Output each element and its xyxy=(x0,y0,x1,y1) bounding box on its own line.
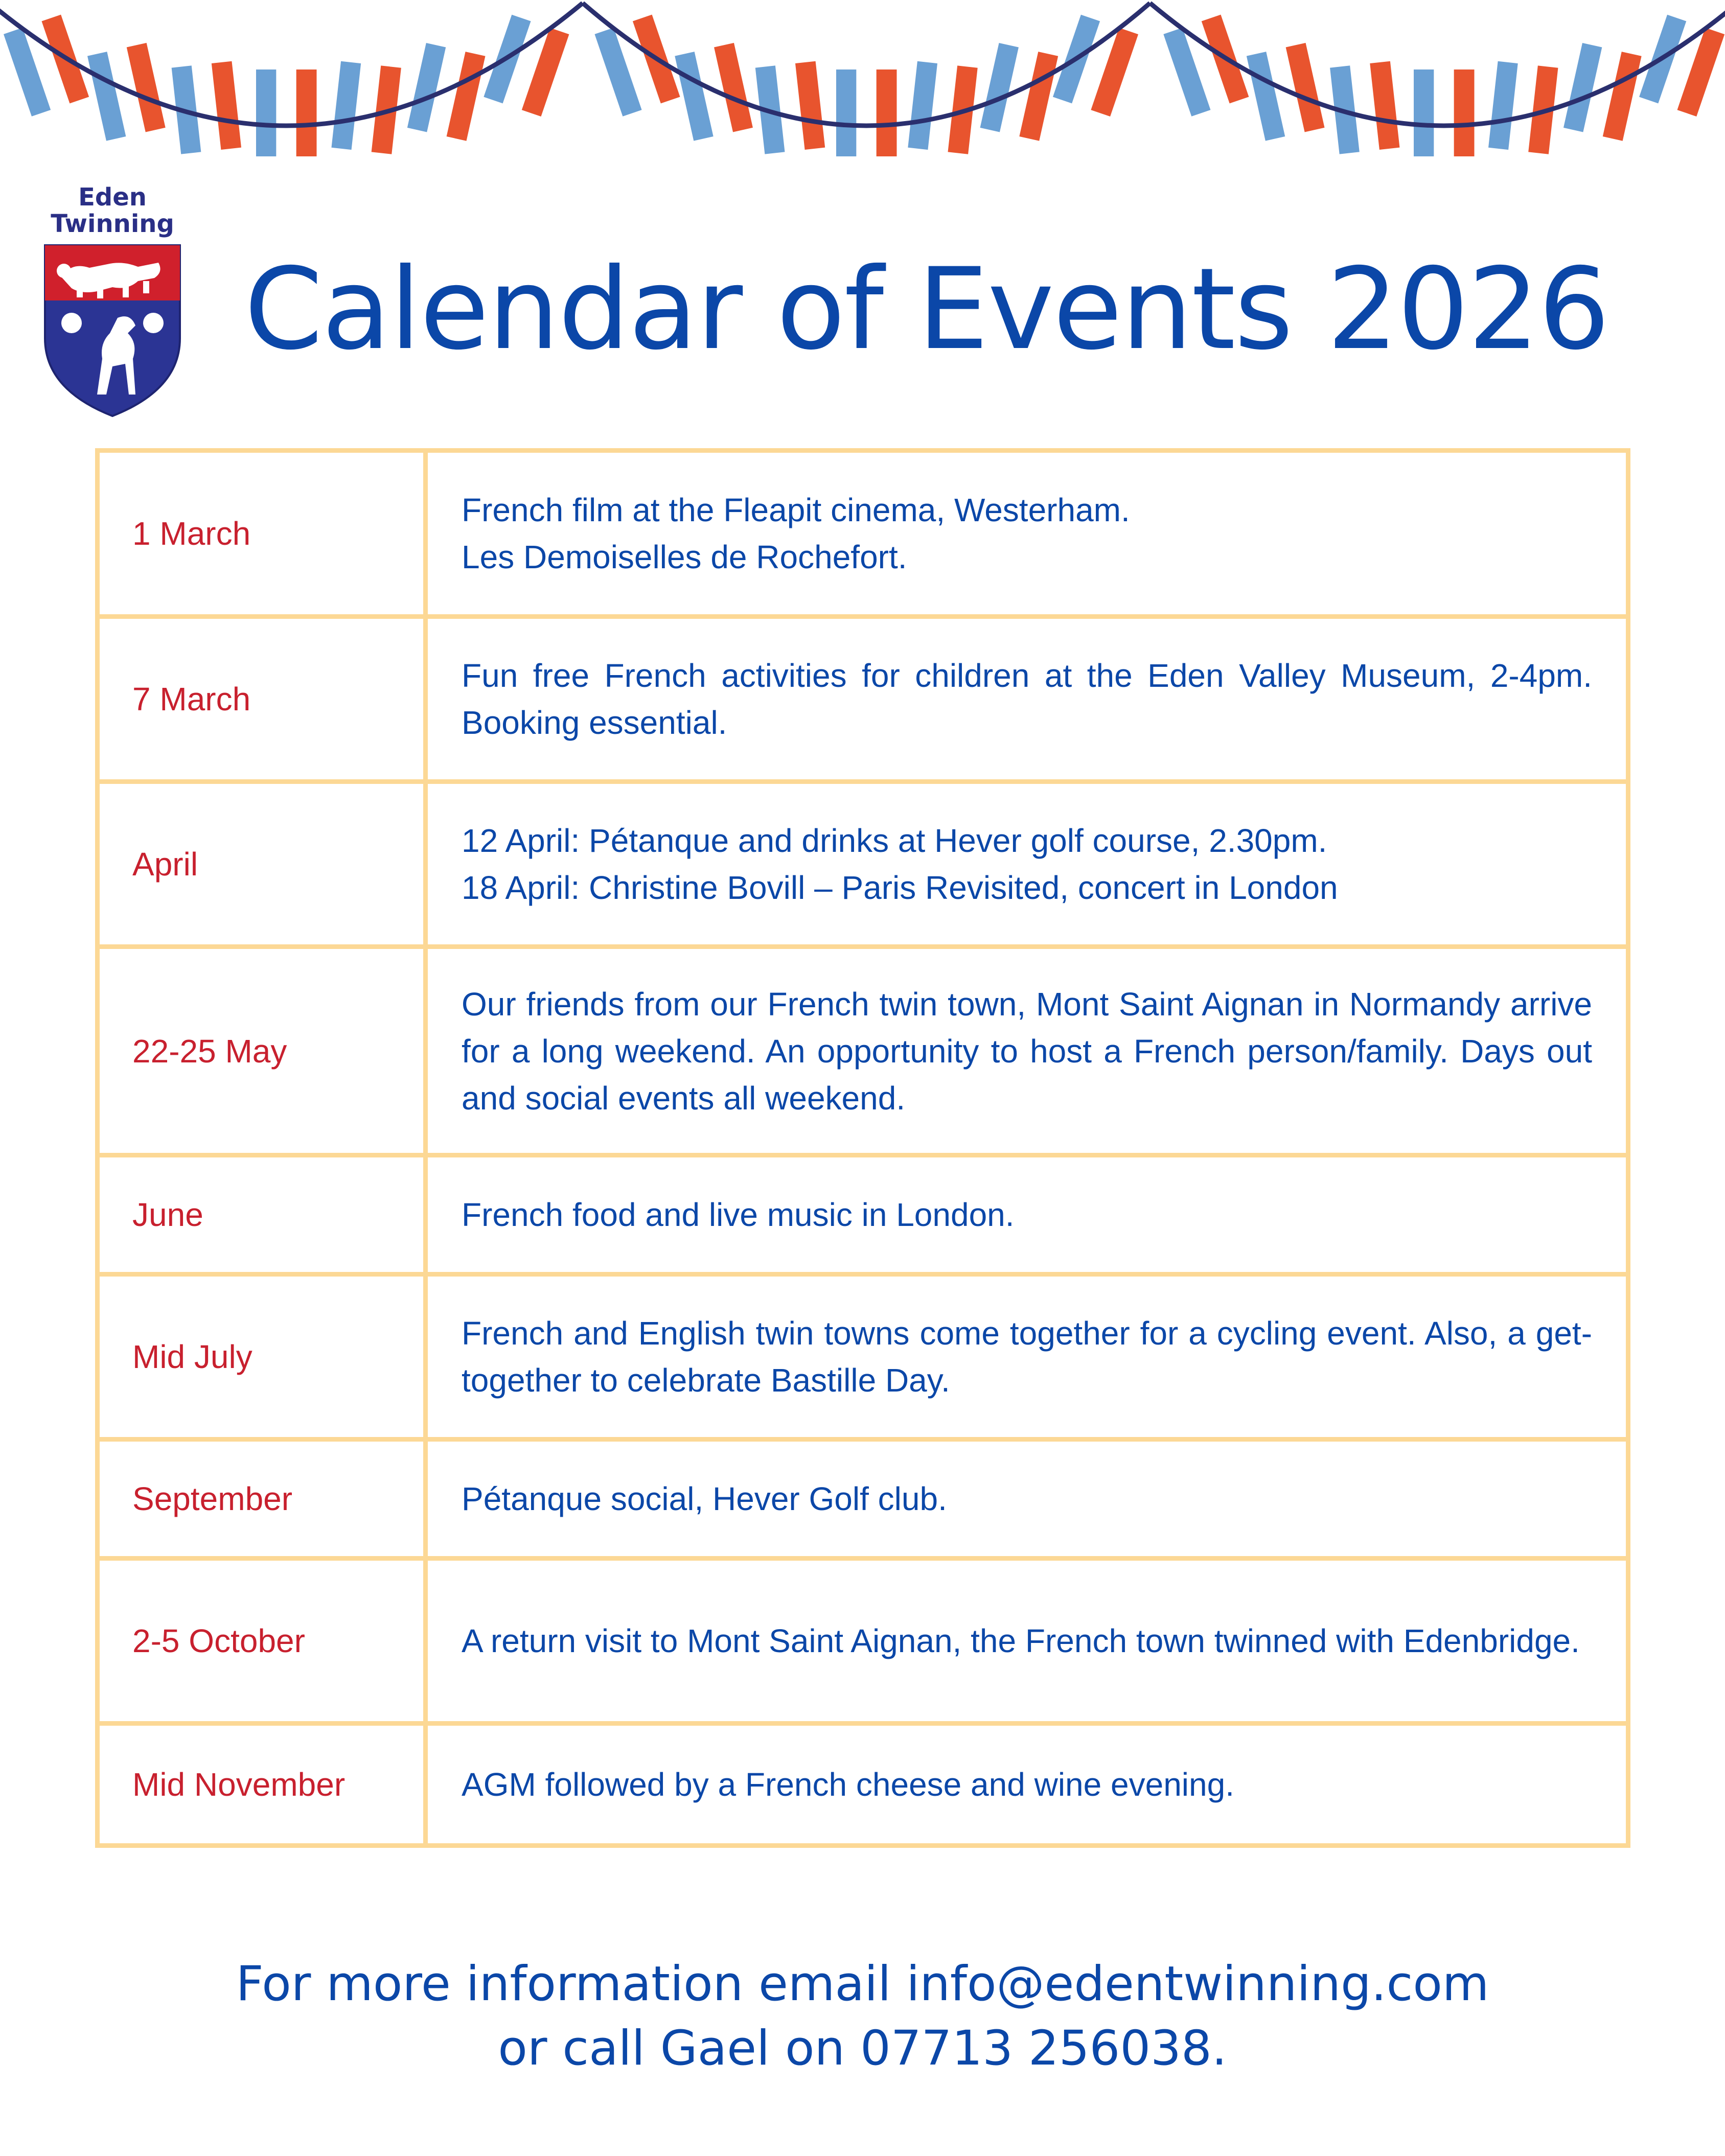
events-table-body xyxy=(98,451,1628,1846)
event-description-line: Pétanque social, Hever Golf club. xyxy=(462,1480,947,1517)
event-row xyxy=(98,617,1628,782)
event-description xyxy=(426,617,1628,782)
event-row xyxy=(98,947,1628,1155)
logo-text-line1: Eden xyxy=(78,183,147,212)
eden-twinning-logo xyxy=(36,184,189,419)
bunting-decoration xyxy=(0,0,1725,220)
event-description-line: 18 April: Christine Bovill – Paris Revisited, concert in London xyxy=(462,869,1338,906)
event-row xyxy=(98,451,1628,617)
event-date: Mid July xyxy=(98,1274,426,1440)
event-description xyxy=(426,782,1628,947)
event-description-line: Fun free French activities for children at the Eden Valley Museum, 2-4pm. Booking essential. xyxy=(462,657,1592,741)
event-description-line: Les Demoiselles de Rochefort. xyxy=(462,539,907,575)
event-description-line: French film at the Fleapit cinema, Westerham. xyxy=(462,492,1130,528)
event-date: April xyxy=(98,782,426,947)
event-description xyxy=(426,1724,1628,1846)
event-row xyxy=(98,1724,1628,1846)
event-date: 7 March xyxy=(98,617,426,782)
event-description-line: AGM followed by a French cheese and wine evening. xyxy=(462,1766,1234,1803)
event-description xyxy=(426,1440,1628,1559)
event-description xyxy=(426,1274,1628,1440)
event-description xyxy=(426,451,1628,617)
event-date: Mid November xyxy=(98,1724,426,1846)
event-date: September xyxy=(98,1440,426,1559)
event-row xyxy=(98,1274,1628,1440)
event-description xyxy=(426,1559,1628,1724)
event-description xyxy=(426,947,1628,1155)
logo-text xyxy=(36,184,189,237)
footer-phone-line: or call Gael on 07713 256038. xyxy=(498,2021,1227,2076)
event-date: 1 March xyxy=(98,451,426,617)
logo-text-line2: Twinning xyxy=(51,210,174,238)
event-row xyxy=(98,1559,1628,1724)
shield-icon xyxy=(41,241,184,420)
event-date: 2-5 October xyxy=(98,1559,426,1724)
event-description-line: A return visit to Mont Saint Aignan, the French town twinned with Edenbridge. xyxy=(462,1622,1580,1659)
event-description-line: Our friends from our French twin town, Mont Saint Aignan in Normandy arrive for a long weekend. An opportunity to host a French person/family. Days out and social events all weekend. xyxy=(462,985,1592,1117)
event-description xyxy=(426,1155,1628,1274)
events-table xyxy=(95,448,1630,1848)
event-date: 22-25 May xyxy=(98,947,426,1155)
event-description-line: 12 April: Pétanque and drinks at Hever golf course, 2.30pm. xyxy=(462,822,1327,859)
footer-email-line: For more information email info@edentwinning.com xyxy=(236,1956,1489,2012)
event-description-line: French and English twin towns come together for a cycling event. Also, a get-together to celebrate Bastille Day. xyxy=(462,1315,1592,1399)
event-row xyxy=(98,782,1628,947)
event-row xyxy=(98,1155,1628,1274)
event-date: June xyxy=(98,1155,426,1274)
contact-footer xyxy=(0,1952,1725,2081)
event-description-line: French food and live music in London. xyxy=(462,1196,1015,1233)
event-row xyxy=(98,1440,1628,1559)
page-title: Calendar of Events 2026 xyxy=(244,244,1609,375)
